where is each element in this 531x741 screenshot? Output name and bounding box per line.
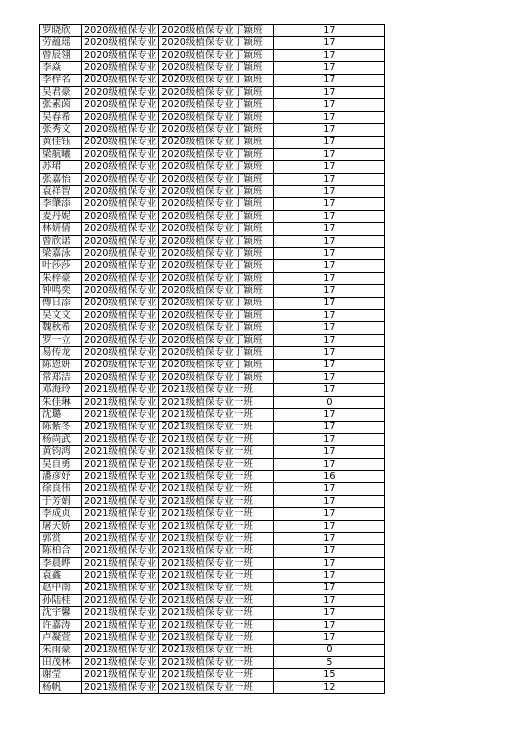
- score-cell: 17: [274, 111, 385, 123]
- major-cell: 2020级植保专业: [82, 148, 159, 160]
- table-row: [40, 396, 385, 408]
- table-row: [40, 409, 385, 421]
- student-name-cell: 李焱: [40, 62, 82, 74]
- student-name-cell: 陈恩妍: [40, 359, 82, 371]
- student-name-cell: 魏秋希: [40, 322, 82, 334]
- major-cell: 2020级植保专业: [82, 49, 159, 61]
- student-name-cell: 袁祥智: [40, 186, 82, 198]
- class-cell: 2020级植保专业丁颖班: [159, 210, 274, 222]
- class-cell: 2020级植保专业丁颖班: [159, 371, 274, 383]
- score-cell: 0: [274, 644, 385, 656]
- table-row: [40, 37, 385, 49]
- table-row: [40, 458, 385, 470]
- class-cell: 2020级植保专业丁颖班: [159, 309, 274, 321]
- class-cell: 2020级植保专业丁颖班: [159, 223, 274, 235]
- score-cell: 17: [274, 557, 385, 569]
- table-row: [40, 223, 385, 235]
- class-cell: 2020级植保专业丁颖班: [159, 198, 274, 210]
- score-cell: 17: [274, 86, 385, 98]
- score-cell: 17: [274, 161, 385, 173]
- class-cell: 2021级植保专业一班: [159, 669, 274, 681]
- table-row: [40, 520, 385, 532]
- class-cell: 2020级植保专业丁颖班: [159, 235, 274, 247]
- score-cell: 17: [274, 508, 385, 520]
- student-name-cell: 陈柏合: [40, 545, 82, 557]
- class-cell: 2021级植保专业一班: [159, 495, 274, 507]
- student-name-cell: 麦丹妮: [40, 210, 82, 222]
- class-cell: 2021级植保专业一班: [159, 384, 274, 396]
- table-row: [40, 669, 385, 681]
- table-row: [40, 545, 385, 557]
- major-cell: 2021级植保专业: [82, 446, 159, 458]
- score-cell: 17: [274, 25, 385, 37]
- class-cell: 2021级植保专业一班: [159, 533, 274, 545]
- class-cell: 2021级植保专业一班: [159, 656, 274, 668]
- student-name-cell: 杨帆: [40, 681, 82, 693]
- table-row: [40, 384, 385, 396]
- table-row: [40, 86, 385, 98]
- student-name-cell: 潘彦妤: [40, 471, 82, 483]
- class-cell: 2021级植保专业一班: [159, 446, 274, 458]
- major-cell: 2021级植保专业: [82, 582, 159, 594]
- score-cell: 17: [274, 446, 385, 458]
- student-name-cell: 朱佳琳: [40, 396, 82, 408]
- class-cell: 2021级植保专业一班: [159, 433, 274, 445]
- major-cell: 2021级植保专业: [82, 533, 159, 545]
- score-cell: 17: [274, 124, 385, 136]
- table-row: [40, 607, 385, 619]
- class-cell: 2020级植保专业丁颖班: [159, 272, 274, 284]
- major-cell: 2020级植保专业: [82, 248, 159, 260]
- student-name-cell: 朱雨豪: [40, 644, 82, 656]
- score-cell: 17: [274, 533, 385, 545]
- student-name-cell: 张嘉怡: [40, 173, 82, 185]
- class-cell: 2020级植保专业丁颖班: [159, 62, 274, 74]
- class-cell: 2020级植保专业丁颖班: [159, 248, 274, 260]
- student-name-cell: 张素茵: [40, 99, 82, 111]
- table-row: [40, 297, 385, 309]
- table-row: [40, 285, 385, 297]
- score-cell: 17: [274, 37, 385, 49]
- table-row: [40, 359, 385, 371]
- table-row: [40, 136, 385, 148]
- table-row: [40, 594, 385, 606]
- score-cell: 17: [274, 248, 385, 260]
- major-cell: 2021级植保专业: [82, 681, 159, 693]
- student-name-cell: 梁嘉泳: [40, 248, 82, 260]
- table-row: [40, 161, 385, 173]
- student-name-cell: 李成贞: [40, 508, 82, 520]
- class-cell: 2021级植保专业一班: [159, 582, 274, 594]
- class-cell: 2021级植保专业一班: [159, 619, 274, 631]
- student-name-cell: 林妍倩: [40, 223, 82, 235]
- table-row: [40, 656, 385, 668]
- major-cell: 2021级植保专业: [82, 384, 159, 396]
- major-cell: 2020级植保专业: [82, 309, 159, 321]
- class-cell: 2020级植保专业丁颖班: [159, 297, 274, 309]
- student-name-cell: 田茂林: [40, 656, 82, 668]
- student-name-cell: 吴自勇: [40, 458, 82, 470]
- class-cell: 2021级植保专业一班: [159, 570, 274, 582]
- table-row: [40, 533, 385, 545]
- table-row: [40, 632, 385, 644]
- table-row: [40, 111, 385, 123]
- student-name-cell: 许嘉涛: [40, 619, 82, 631]
- score-cell: 17: [274, 347, 385, 359]
- class-cell: 2020级植保专业丁颖班: [159, 161, 274, 173]
- class-cell: 2020级植保专业丁颖班: [159, 186, 274, 198]
- class-cell: 2021级植保专业一班: [159, 607, 274, 619]
- class-cell: 2020级植保专业丁颖班: [159, 334, 274, 346]
- student-name-cell: 陈紫冬: [40, 421, 82, 433]
- class-cell: 2021级植保专业一班: [159, 396, 274, 408]
- major-cell: 2020级植保专业: [82, 198, 159, 210]
- student-name-cell: 沈宇馨: [40, 607, 82, 619]
- score-cell: 17: [274, 619, 385, 631]
- class-cell: 2021级植保专业一班: [159, 644, 274, 656]
- student-name-cell: 苏珺: [40, 161, 82, 173]
- score-cell: 17: [274, 570, 385, 582]
- class-cell: 2021级植保专业一班: [159, 409, 274, 421]
- table-row: [40, 99, 385, 111]
- major-cell: 2021级植保专业: [82, 619, 159, 631]
- score-cell: 17: [274, 421, 385, 433]
- student-name-cell: 黄佳钰: [40, 136, 82, 148]
- class-cell: 2021级植保专业一班: [159, 520, 274, 532]
- student-name-cell: 梁航曦: [40, 148, 82, 160]
- student-name-cell: 李晨晔: [40, 557, 82, 569]
- table-row: [40, 421, 385, 433]
- score-cell: 17: [274, 483, 385, 495]
- class-cell: 2021级植保专业一班: [159, 594, 274, 606]
- class-cell: 2020级植保专业丁颖班: [159, 49, 274, 61]
- table-row: [40, 235, 385, 247]
- major-cell: 2020级植保专业: [82, 74, 159, 86]
- major-cell: 2020级植保专业: [82, 334, 159, 346]
- score-cell: 17: [274, 309, 385, 321]
- student-name-cell: 于芳娟: [40, 495, 82, 507]
- class-cell: 2021级植保专业一班: [159, 471, 274, 483]
- major-cell: 2021级植保专业: [82, 656, 159, 668]
- table-row: [40, 495, 385, 507]
- major-cell: 2021级植保专业: [82, 483, 159, 495]
- student-name-cell: 郭赏: [40, 533, 82, 545]
- score-cell: 5: [274, 656, 385, 668]
- class-cell: 2021级植保专业一班: [159, 545, 274, 557]
- student-name-cell: 吴君豪: [40, 86, 82, 98]
- student-name-cell: 沈璐: [40, 409, 82, 421]
- major-cell: 2021级植保专业: [82, 632, 159, 644]
- major-cell: 2020级植保专业: [82, 124, 159, 136]
- major-cell: 2021级植保专业: [82, 607, 159, 619]
- class-cell: 2020级植保专业丁颖班: [159, 359, 274, 371]
- major-cell: 2020级植保专业: [82, 173, 159, 185]
- score-cell: 17: [274, 74, 385, 86]
- major-cell: 2020级植保专业: [82, 37, 159, 49]
- student-name-cell: 孙陆桂: [40, 594, 82, 606]
- class-cell: 2021级植保专业一班: [159, 557, 274, 569]
- major-cell: 2020级植保专业: [82, 86, 159, 98]
- major-cell: 2020级植保专业: [82, 25, 159, 37]
- class-cell: 2020级植保专业丁颖班: [159, 347, 274, 359]
- score-cell: 17: [274, 384, 385, 396]
- student-name-cell: 罗晓欣: [40, 25, 82, 37]
- major-cell: 2020级植保专业: [82, 62, 159, 74]
- major-cell: 2021级植保专业: [82, 471, 159, 483]
- score-cell: 17: [274, 186, 385, 198]
- student-name-cell: 易传龙: [40, 347, 82, 359]
- table-row: [40, 681, 385, 693]
- table-row: [40, 570, 385, 582]
- score-cell: 12: [274, 681, 385, 693]
- major-cell: 2020级植保专业: [82, 371, 159, 383]
- score-cell: 17: [274, 607, 385, 619]
- class-cell: 2021级植保专业一班: [159, 681, 274, 693]
- major-cell: 2020级植保专业: [82, 297, 159, 309]
- student-name-cell: 李肇添: [40, 198, 82, 210]
- student-name-cell: 屠天娇: [40, 520, 82, 532]
- class-cell: 2020级植保专业丁颖班: [159, 37, 274, 49]
- major-cell: 2020级植保专业: [82, 186, 159, 198]
- table-row: [40, 210, 385, 222]
- student-name-cell: 叶莎莎: [40, 260, 82, 272]
- table-row: [40, 347, 385, 359]
- student-name-cell: 钟鸣奕: [40, 285, 82, 297]
- table-row: [40, 49, 385, 61]
- major-cell: 2020级植保专业: [82, 235, 159, 247]
- score-cell: 15: [274, 669, 385, 681]
- major-cell: 2020级植保专业: [82, 285, 159, 297]
- score-cell: 17: [274, 62, 385, 74]
- student-name-cell: 吴春希: [40, 111, 82, 123]
- table-row: [40, 483, 385, 495]
- major-cell: 2021级植保专业: [82, 458, 159, 470]
- table-row: [40, 371, 385, 383]
- table-row: [40, 198, 385, 210]
- table-row: [40, 74, 385, 86]
- class-cell: 2021级植保专业一班: [159, 483, 274, 495]
- table-row: [40, 260, 385, 272]
- student-name-cell: 傅日添: [40, 297, 82, 309]
- table-row: [40, 557, 385, 569]
- table-body: [40, 25, 385, 694]
- score-cell: 17: [274, 495, 385, 507]
- major-cell: 2021级植保专业: [82, 433, 159, 445]
- score-cell: 17: [274, 223, 385, 235]
- table-row: [40, 619, 385, 631]
- student-name-cell: 吴文文: [40, 309, 82, 321]
- class-cell: 2020级植保专业丁颖班: [159, 74, 274, 86]
- student-name-cell: 邓海玲: [40, 384, 82, 396]
- student-name-cell: 李梓名: [40, 74, 82, 86]
- score-cell: 17: [274, 285, 385, 297]
- score-cell: 17: [274, 458, 385, 470]
- table-row: [40, 471, 385, 483]
- score-cell: 17: [274, 359, 385, 371]
- score-cell: 17: [274, 632, 385, 644]
- major-cell: 2020级植保专业: [82, 111, 159, 123]
- table-row: [40, 446, 385, 458]
- score-cell: 17: [274, 545, 385, 557]
- major-cell: 2020级植保专业: [82, 99, 159, 111]
- score-cell: 17: [274, 235, 385, 247]
- class-cell: 2020级植保专业丁颖班: [159, 285, 274, 297]
- class-cell: 2020级植保专业丁颖班: [159, 260, 274, 272]
- major-cell: 2021级植保专业: [82, 594, 159, 606]
- table-row: [40, 309, 385, 321]
- student-name-cell: 卢凝萱: [40, 632, 82, 644]
- score-cell: 17: [274, 334, 385, 346]
- class-cell: 2021级植保专业一班: [159, 508, 274, 520]
- table-row: [40, 25, 385, 37]
- student-name-cell: 谢莹: [40, 669, 82, 681]
- major-cell: 2021级植保专业: [82, 520, 159, 532]
- table-row: [40, 248, 385, 260]
- major-cell: 2021级植保专业: [82, 557, 159, 569]
- major-cell: 2020级植保专业: [82, 136, 159, 148]
- student-name-cell: 罗一立: [40, 334, 82, 346]
- class-cell: 2020级植保专业丁颖班: [159, 99, 274, 111]
- student-name-cell: 袁鑫: [40, 570, 82, 582]
- student-name-cell: 常郑洁: [40, 371, 82, 383]
- score-cell: 17: [274, 322, 385, 334]
- student-name-cell: 徐良伟: [40, 483, 82, 495]
- student-name-cell: 赵中南: [40, 582, 82, 594]
- major-cell: 2021级植保专业: [82, 669, 159, 681]
- score-cell: 17: [274, 582, 385, 594]
- student-name-cell: 朱梓豪: [40, 272, 82, 284]
- score-cell: 17: [274, 371, 385, 383]
- class-cell: 2021级植保专业一班: [159, 421, 274, 433]
- class-cell: 2020级植保专业丁颖班: [159, 136, 274, 148]
- major-cell: 2020级植保专业: [82, 210, 159, 222]
- major-cell: 2020级植保专业: [82, 359, 159, 371]
- score-cell: 17: [274, 136, 385, 148]
- table-row: [40, 322, 385, 334]
- major-cell: 2021级植保专业: [82, 409, 159, 421]
- student-name-cell: 杨尚武: [40, 433, 82, 445]
- score-cell: 17: [274, 210, 385, 222]
- class-cell: 2020级植保专业丁颖班: [159, 111, 274, 123]
- class-cell: 2021级植保专业一班: [159, 458, 274, 470]
- score-cell: 17: [274, 409, 385, 421]
- major-cell: 2021级植保专业: [82, 570, 159, 582]
- score-cell: 17: [274, 173, 385, 185]
- class-cell: 2020级植保专业丁颖班: [159, 86, 274, 98]
- score-cell: 0: [274, 396, 385, 408]
- table-row: [40, 186, 385, 198]
- score-cell: 17: [274, 49, 385, 61]
- major-cell: 2021级植保专业: [82, 545, 159, 557]
- score-cell: 17: [274, 272, 385, 284]
- table-row: [40, 124, 385, 136]
- class-cell: 2020级植保专业丁颖班: [159, 173, 274, 185]
- major-cell: 2021级植保专业: [82, 495, 159, 507]
- class-cell: 2020级植保专业丁颖班: [159, 148, 274, 160]
- table-row: [40, 62, 385, 74]
- score-cell: 16: [274, 471, 385, 483]
- major-cell: 2021级植保专业: [82, 396, 159, 408]
- score-cell: 17: [274, 594, 385, 606]
- score-cell: 17: [274, 260, 385, 272]
- major-cell: 2020级植保专业: [82, 161, 159, 173]
- major-cell: 2021级植保专业: [82, 421, 159, 433]
- table-row: [40, 148, 385, 160]
- score-cell: 17: [274, 433, 385, 445]
- student-name-cell: 曾辰翎: [40, 49, 82, 61]
- table-row: [40, 508, 385, 520]
- major-cell: 2021级植保专业: [82, 508, 159, 520]
- student-name-cell: 张秀文: [40, 124, 82, 136]
- score-cell: 17: [274, 297, 385, 309]
- student-name-cell: 曾欣诺: [40, 235, 82, 247]
- table-row: [40, 272, 385, 284]
- score-cell: 17: [274, 99, 385, 111]
- table-row: [40, 334, 385, 346]
- class-cell: 2020级植保专业丁颖班: [159, 322, 274, 334]
- student-score-table: [39, 24, 385, 694]
- student-name-cell: 黄钧鸿: [40, 446, 82, 458]
- major-cell: 2020级植保专业: [82, 347, 159, 359]
- score-cell: 17: [274, 148, 385, 160]
- major-cell: 2020级植保专业: [82, 272, 159, 284]
- major-cell: 2021级植保专业: [82, 644, 159, 656]
- class-cell: 2020级植保专业丁颖班: [159, 124, 274, 136]
- major-cell: 2020级植保专业: [82, 322, 159, 334]
- class-cell: 2021级植保专业一班: [159, 632, 274, 644]
- table-row: [40, 173, 385, 185]
- table-row: [40, 644, 385, 656]
- table-row: [40, 582, 385, 594]
- major-cell: 2020级植保专业: [82, 223, 159, 235]
- student-name-cell: 劳蕴瑶: [40, 37, 82, 49]
- major-cell: 2020级植保专业: [82, 260, 159, 272]
- class-cell: 2020级植保专业丁颖班: [159, 25, 274, 37]
- score-cell: 17: [274, 520, 385, 532]
- table-row: [40, 433, 385, 445]
- score-cell: 17: [274, 198, 385, 210]
